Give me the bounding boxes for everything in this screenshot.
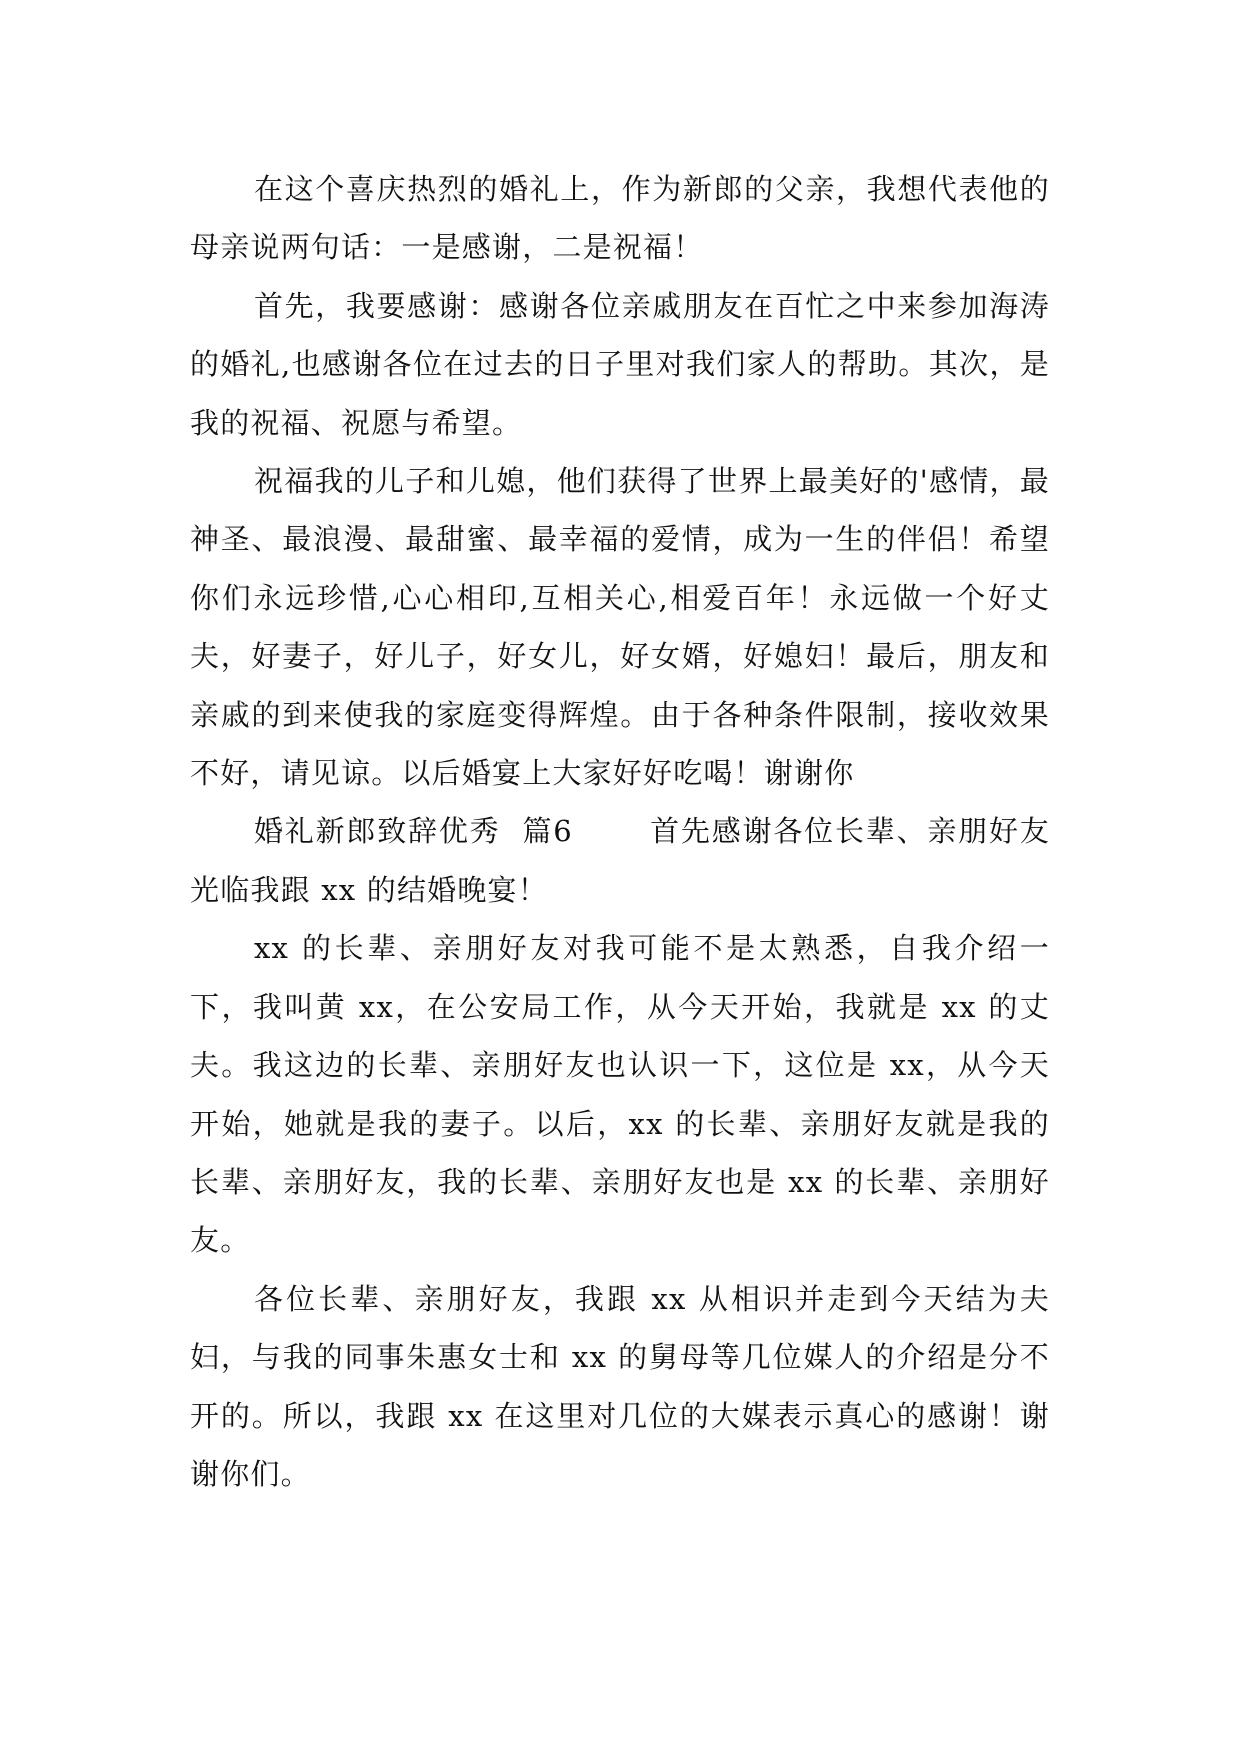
paragraph-gratitude: 首先，我要感谢：感谢各位亲戚朋友在百忙之中来参加海涛的婚礼,也感谢各位在过去的日子里对我们家人的帮助。其次，是我的祝福、祝愿与希望。 [190, 288, 1050, 440]
paragraph-blessing: 祝福我的儿子和儿媳，他们获得了世界上最美好的'感情，最神圣、最浪漫、最甜蜜、最幸福的爱情，成为一生的伴侣！希望你们永远珍惜,心心相印,互相关心,相爱百年！永远做一个好丈夫，好妻子，好儿子，好女儿，好女婿，好媳妇！最后，朋友和亲戚的到来使我的家庭变得辉煌。由于各种条件限制，接收效果不好，请见谅。以后婚宴上大家好好吃喝！谢谢你 [190, 464, 1050, 791]
paragraph-thanks-intro: 在这个喜庆热烈的婚礼上，作为新郎的父亲，我想代表他的母亲说两句话：一是感谢，二是祝福！ [190, 172, 1050, 265]
document-body [190, 160, 1050, 1503]
paragraph-self-introduction: xx 的长辈、亲朋好友对我可能不是太熟悉，自我介绍一下，我叫黄 xx，在公安局工作，从今天开始，我就是 xx 的丈夫。我这边的长辈、亲朋好友也认识一下，这位是 xx，从今天开始，她就是我的妻子。以后，xx 的长辈、亲朋好友就是我的长辈、亲朋好友，我的长辈、亲朋好友也是 xx 的长辈、亲朋好友。 [190, 931, 1050, 1258]
paragraph-section-6-heading: 婚礼新郎致辞优秀 篇6 首先感谢各位长辈、亲朋好友光临我跟 xx 的结婚晚宴！ [190, 814, 1050, 907]
paragraph-matchmaker-thanks: 各位长辈、亲朋好友，我跟 xx 从相识并走到今天结为夫妇，与我的同事朱惠女士和 xx 的舅母等几位媒人的介绍是分不开的。所以，我跟 xx 在这里对几位的大媒表示真心的感谢！谢谢你们。 [190, 1281, 1050, 1491]
